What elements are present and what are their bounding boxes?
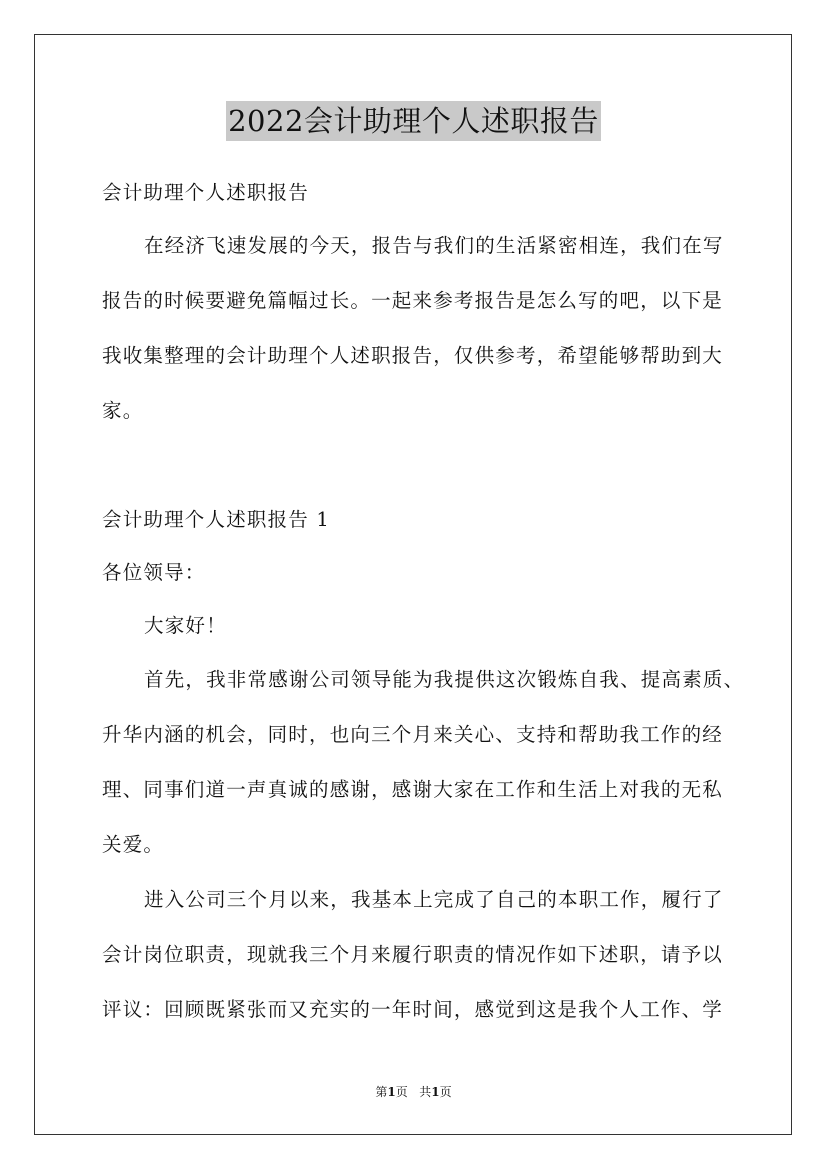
page-current: 1 [387,1085,396,1099]
body-line: 进入公司三个月以来，我基本上完成了自己的本职工作，履行了 [144,888,724,911]
greeting: 大家好！ [144,614,227,637]
page-suffix: 页 [439,1085,452,1099]
page-footer [0,1083,827,1100]
document-title: 2022会计助理个人述职报告 [226,101,601,141]
body-line: 升华内涵的机会，同时，也向三个月来关心、支持和帮助我工作的经 [102,723,724,746]
document-body [102,165,745,1037]
page-prefix: 第 [375,1085,388,1099]
intro-line: 家。 [102,399,144,422]
body-line: 理、同事们道一声真诚的感谢，感谢大家在工作和生活上对我的无私 [102,778,724,801]
body-line: 首先，我非常感谢公司领导能为我提供这次锻炼自我、提高素质、 [144,668,745,691]
salutation: 各位领导： [102,561,206,584]
section-heading: 会计助理个人述职报告 1 [102,508,331,531]
page-mid: 页 共 [395,1085,432,1099]
body-line: 会计岗位职责，现就我三个月来履行职责的情况作如下述职，请予以 [102,943,724,966]
intro-line: 在经济飞速发展的今天，报告与我们的生活紧密相连，我们在写 [144,234,724,257]
page-total: 1 [431,1085,440,1099]
title-container [0,101,827,141]
document-subtitle: 会计助理个人述职报告 [102,181,310,204]
intro-line: 报告的时候要避免篇幅过长。一起来参考报告是怎么写的吧，以下是 [102,289,724,312]
intro-line: 我收集整理的会计助理个人述职报告，仅供参考，希望能够帮助到大 [102,344,724,367]
body-line: 关爱。 [102,833,165,856]
body-line: 评议：回顾既紧张而又充实的一年时间，感觉到这是我个人工作、学 [102,998,724,1021]
paragraph-spacer [102,438,734,493]
